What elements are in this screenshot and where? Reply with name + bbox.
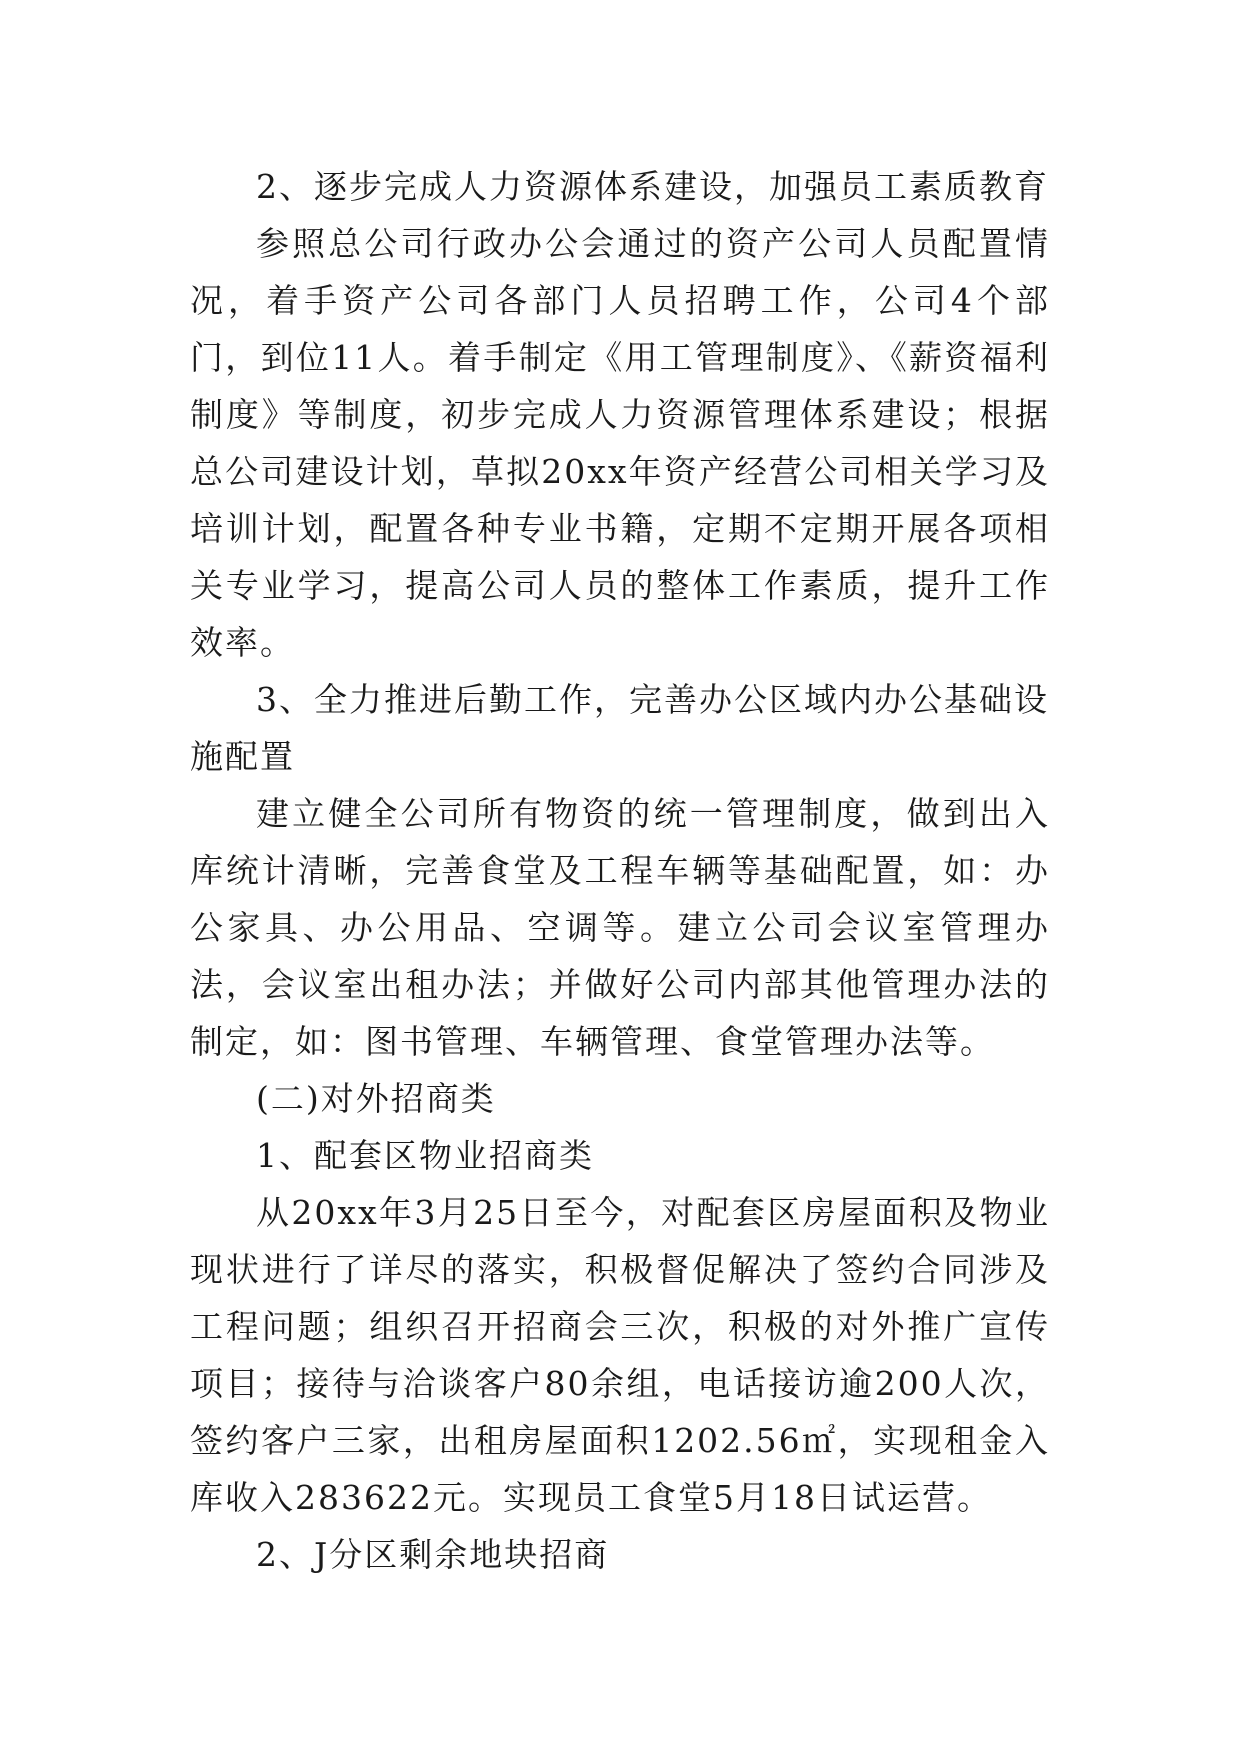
paragraph-hr-system: 参照总公司行政办公会通过的资产公司人员配置情况，着手资产公司各部门人员招聘工作，公司4个部门，到位11人。着手制定《用工管理制度》、《薪资福利制度》等制度，初步完成人力资源管理体系建设；根据总公司建设计划，草拟20xx年资产经营公司相关学习及培训计划，配置各种专业书籍，定期不定期开展各项相关专业学习，提高公司人员的整体工作素质，提升工作效率。 bbox=[190, 224, 1050, 662]
section-heading-external-investment: (二)对外招商类 bbox=[256, 1079, 496, 1118]
section-heading-j-district: 2、J分区剩余地块招商 bbox=[256, 1535, 610, 1574]
paragraph-logistics: 建立健全公司所有物资的统一管理制度，做到出入库统计清晰，完善食堂及工程车辆等基础配置，如：办公家具、办公用品、空调等。建立公司会议室管理办法，会议室出租办法；并做好公司内部其他管理办法的制定，如：图书管理、车辆管理、食堂管理办法等。 bbox=[190, 794, 1050, 1061]
section-heading-logistics: 3、全力推进后勤工作，完善办公区域内办公基础设施配置 bbox=[190, 680, 1049, 776]
document-body bbox=[190, 158, 1050, 1583]
section-heading-property-leasing: 1、配套区物业招商类 bbox=[256, 1136, 594, 1175]
paragraph-property-leasing: 从20xx年3月25日至今，对配套区房屋面积及物业现状进行了详尽的落实，积极督促解决了签约合同涉及工程问题；组织召开招商会三次，积极的对外推广宣传项目；接待与洽谈客户80余组，电话接访逾200人次，签约客户三家，出租房屋面积1202.56㎡，实现租金入库收入283622元。实现员工食堂5月18日试运营。 bbox=[190, 1193, 1050, 1517]
section-heading-hr-system: 2、逐步完成人力资源体系建设，加强员工素质教育 bbox=[256, 167, 1049, 206]
